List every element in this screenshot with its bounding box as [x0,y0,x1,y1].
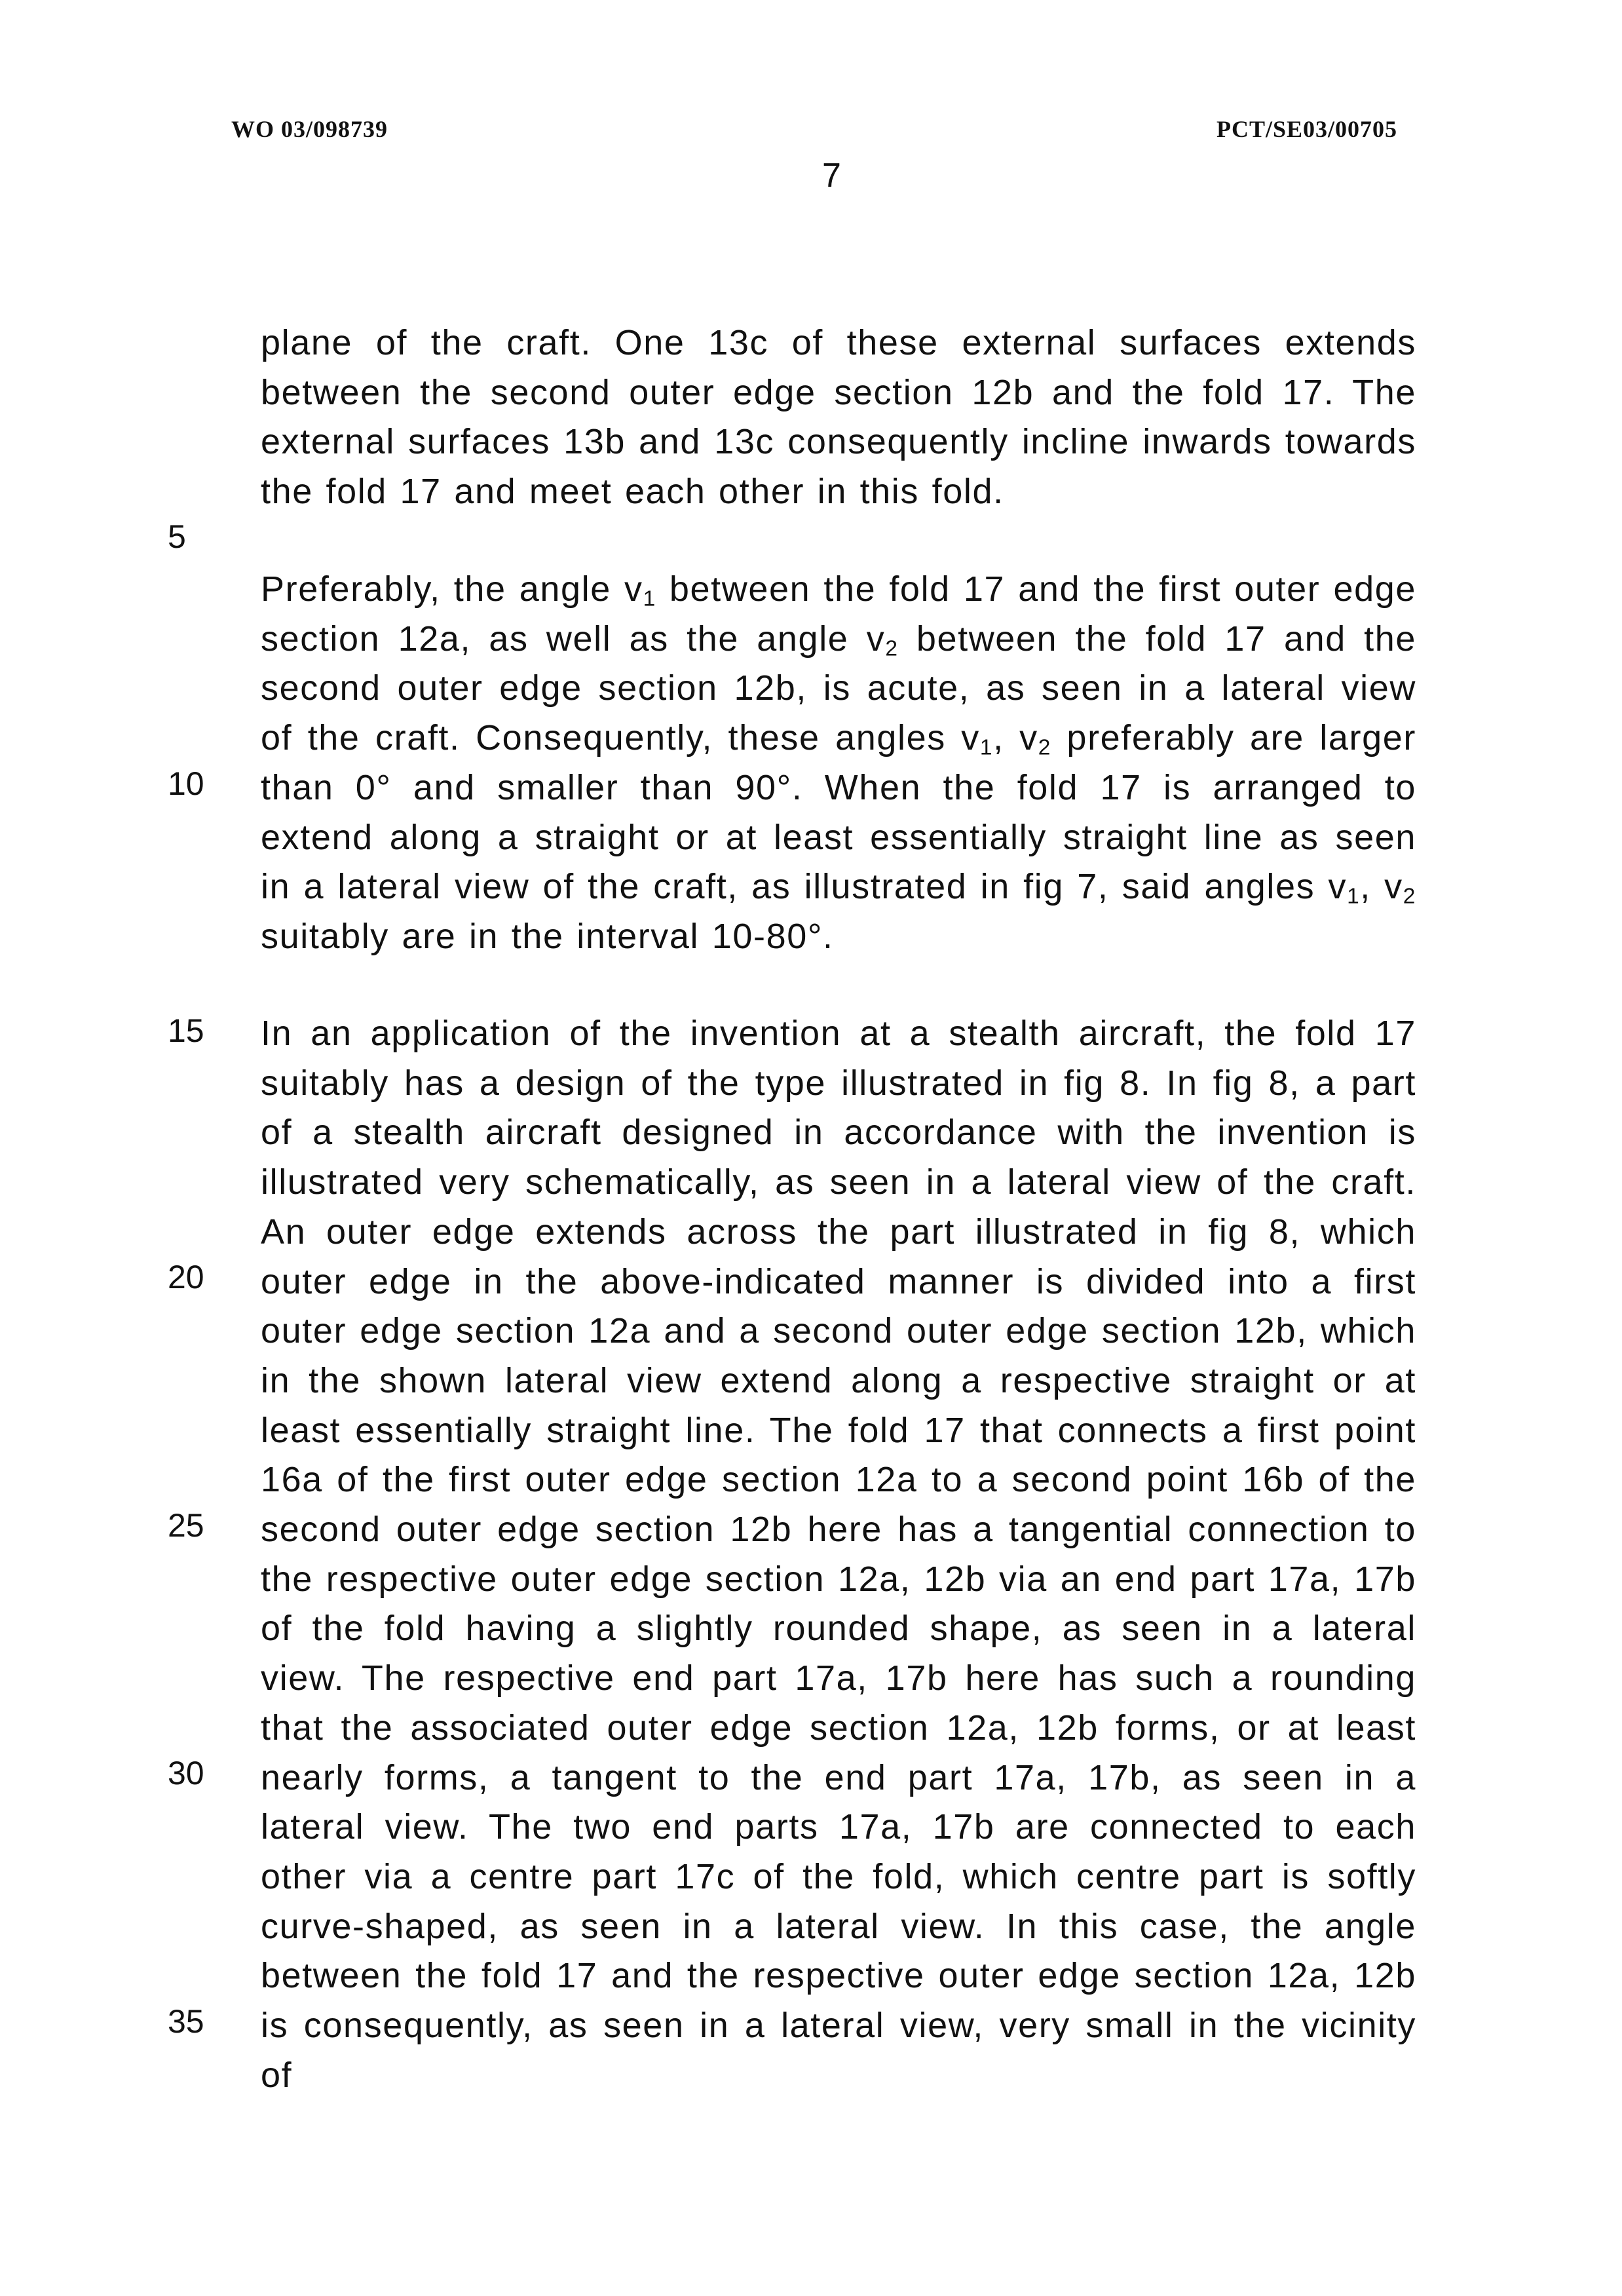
publication-number: WO 03/098739 [231,116,388,142]
line-number: 10 [168,765,204,802]
line-number: 35 [168,2003,204,2040]
line-number: 15 [168,1012,204,1049]
page-number: 7 [822,157,841,195]
paragraph-2: Preferably, the angle $v_1$ between the fold 17 and the first outer edge section 12a, as well as the angle $v_2$ between the fold 17 and the second outer edge section 12b, is acute, as seen in a lateral view of the craft. Consequently, these angles $v_1$, $v_2$ preferably are larger than 0° and smaller than 90°. When the fold 17 is arranged to extend along a straight or at least essentially straight line as seen in a lateral view of the craft, as illustrated in fig 7, said angles $v_1$, $v_2$ suitably are in the interval 10-80°. [261,569,1416,956]
paragraph-3: In an application of the invention at a stealth aircraft, the fold 17 suitably has a design of the type illustrated in fig 8. In fig 8, a part of a stealth aircraft designed in accordance with the invention is illustrated very schematically, as seen in a lateral view of the craft. An outer edge extends across the part illustrated in fig 8, which outer edge in the above-indicated manner is divided into a first outer edge section 12a and a second outer edge section 12b, which in the shown lateral view extend along a respective straight or at least essentially straight line. The fold 17 that connects a first point 16a of the first outer edge section 12a to a second point 16b of the second outer edge section 12b here has a tangential connection to the respective outer edge section 12a, 12b via an end part 17a, 17b of the fold having a slightly rounded shape, as seen in a lateral view. The respective end part 17a, 17b here has such a rounding that the associated outer edge section 12a, 12b forms, or at least nearly forms, a tangent to the end part 17a, 17b, as seen in a lateral view. The two end parts 17a, 17b are connected to each other via a centre part 17c of the fold, which centre part is softly curve-shaped, as seen in a lateral view. In this case, the angle between the fold 17 and the respective outer edge section 12a, 12b is consequently, as seen in a lateral view, very small in the vicinity of [261,1014,1416,2095]
line-number: 30 [168,1755,204,1791]
line-number: 5 [168,518,186,555]
line-number: 20 [168,1259,204,1295]
paragraph-1: plane of the craft. One 13c of these external surfaces extends between the second outer edge section 12b and the fold 17. The external surfaces 13b and 13c consequently incline inwards towards the fold 17 and meet each other in this fold. [261,323,1416,512]
application-number: PCT/SE03/00705 [1216,116,1398,142]
line-number: 25 [168,1507,204,1544]
